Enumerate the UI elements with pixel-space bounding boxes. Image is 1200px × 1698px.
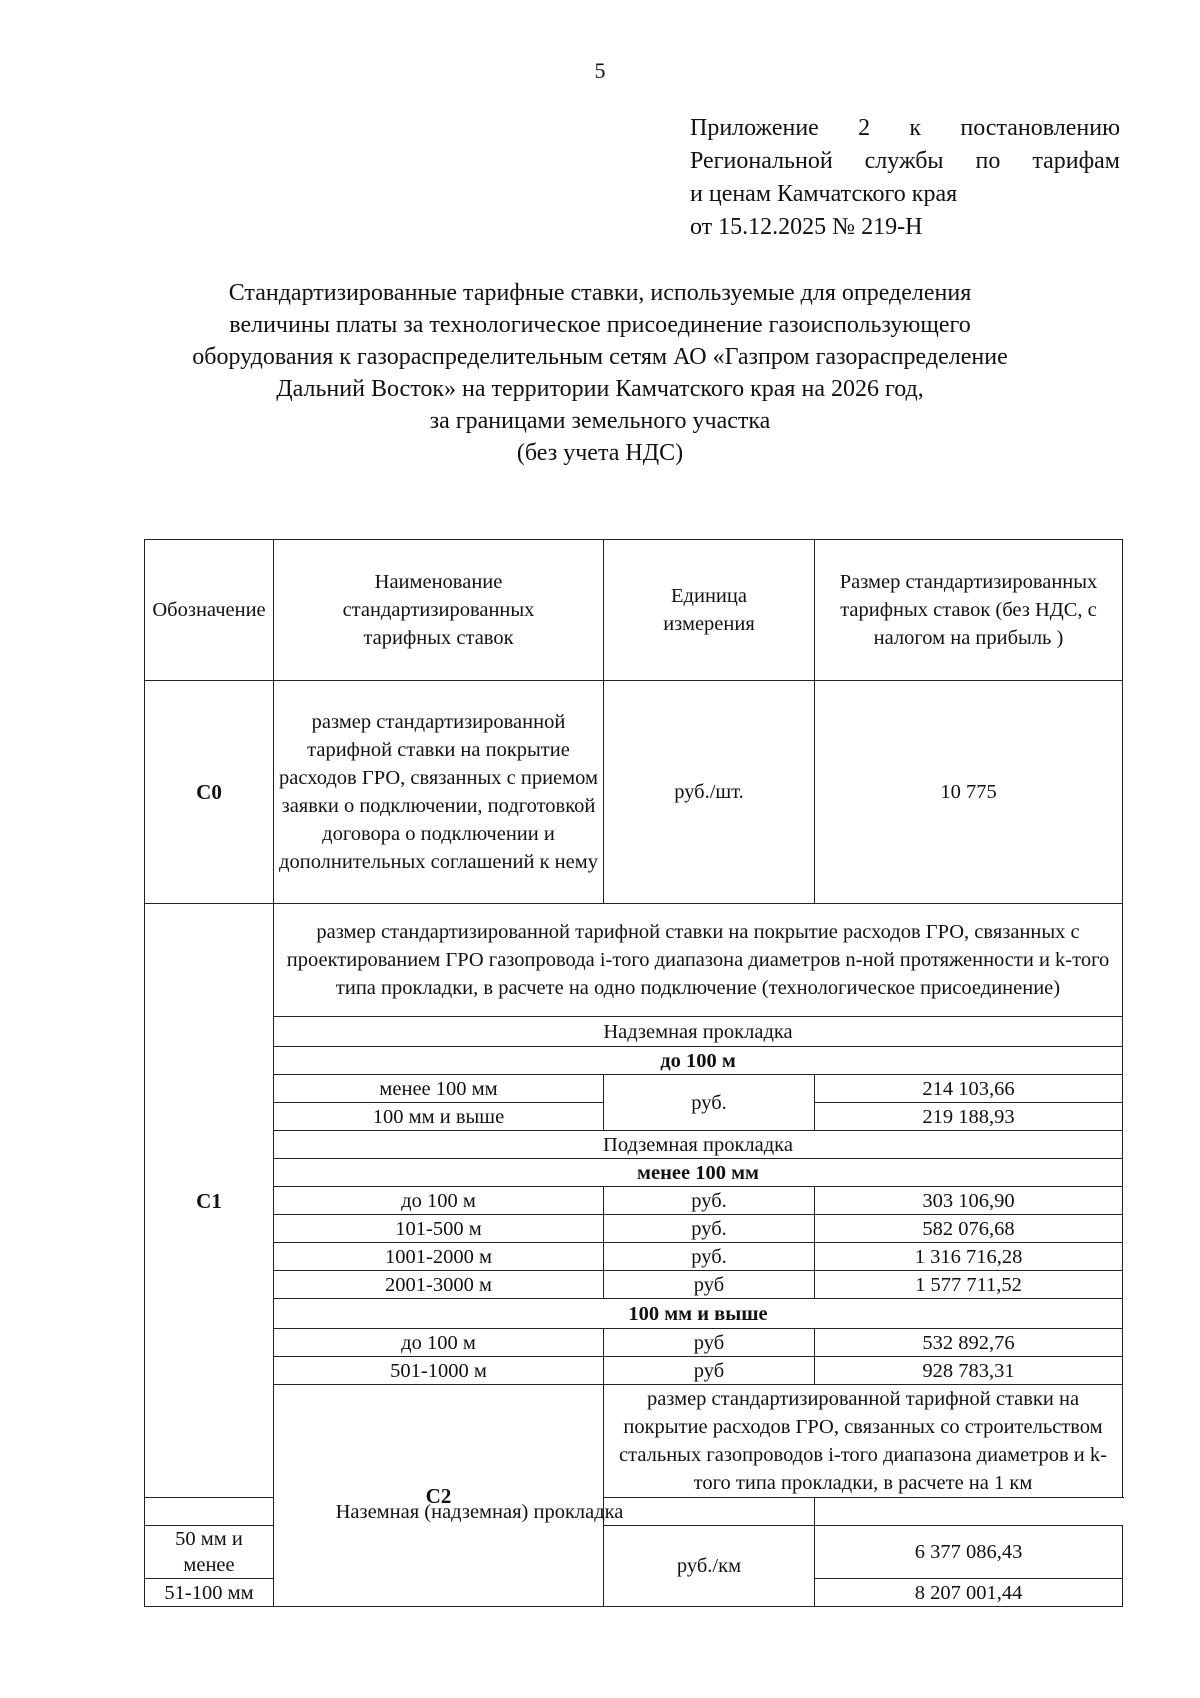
table-row (145, 1159, 1123, 1187)
code-c2: С2 (274, 1385, 604, 1607)
c1-u1-row-2-name: 101-500 м (274, 1215, 604, 1243)
c2-row-1-name: 50 мм и менее (145, 1526, 274, 1579)
c1-description: размер стандартизированной тарифной ставки на покрытие расходов ГРО, связанных с проектированием ГРО газопровода i-того диапазона диаметров n-ной протяженности и k-того типа прокладки, в расчете на одно подключение (технологическое присоединение) (274, 904, 1123, 1017)
c1-u1-row-1-unit: руб. (604, 1187, 815, 1215)
c1-u1-row-4-name: 2001-3000 м (274, 1271, 604, 1299)
table-row (145, 1047, 1123, 1075)
c1-u2-row-1-value: 532 892,76 (815, 1329, 1123, 1357)
c2-unit: руб./км (604, 1526, 815, 1607)
c1-underground-group-1-label: менее 100 мм (274, 1159, 1123, 1187)
c2-laying-label: Наземная (надземная) прокладка (145, 1498, 815, 1526)
c1-underground-label: Подземная прокладка (274, 1131, 1123, 1159)
header-unit: Единица измерения (604, 540, 815, 681)
c1-u2-row-2-unit: руб (604, 1357, 815, 1385)
table-row (145, 1075, 1123, 1103)
table-header-row (145, 540, 1123, 681)
c1-u1-row-1-value: 303 106,90 (815, 1187, 1123, 1215)
c1-overground-row-2-value: 219 188,93 (815, 1103, 1123, 1131)
table-row (145, 1131, 1123, 1159)
header-value: Размер стандартизированных тарифных ставок (без НДС, с налогом на прибыль ) (815, 540, 1123, 681)
c1-u1-row-4-unit: руб (604, 1271, 815, 1299)
c0-value: 10 775 (815, 681, 1123, 904)
title-line-4: Дальний Восток» на территории Камчатского края на 2026 год, (276, 376, 924, 402)
table-row-c2-description (145, 1385, 1123, 1498)
c1-u2-row-2-value: 928 783,31 (815, 1357, 1123, 1385)
table-row (145, 1187, 1123, 1215)
c1-overground-row-2-name: 100 мм и выше (274, 1103, 604, 1131)
c1-u1-row-1-name: до 100 м (274, 1187, 604, 1215)
header-name: Наименование стандартизированных тарифных ставок (274, 540, 604, 681)
c1-overground-label: Надземная прокладка (274, 1017, 1123, 1047)
appendix-line-3: и ценам Камчатского края (690, 181, 958, 207)
appendix-line-4: от 15.12.2025 № 219-Н (690, 214, 923, 240)
appendix-line-1: Приложение 2 к постановлению (690, 115, 1120, 141)
title-line-6: (без учета НДС) (516, 440, 684, 466)
table-row (145, 1498, 1123, 1526)
title-line-3: оборудования к газораспределительным сетям АО «Газпром газораспределение (192, 344, 1008, 370)
header-code: Обозначение (145, 540, 274, 681)
appendix-reference (690, 112, 1120, 244)
c2-description: размер стандартизированной тарифной ставки на покрытие расходов ГРО, связанных со строительством стальных газопроводов i-того диапазона диаметров и k-того типа прокладки, в расчете на 1 км (604, 1385, 1123, 1498)
table-row (145, 1017, 1123, 1047)
document-title (0, 277, 1200, 469)
title-line-1: Стандартизированные тарифные ставки, используемые для определения (228, 280, 972, 306)
c1-u1-row-2-value: 582 076,68 (815, 1215, 1123, 1243)
table-row (145, 1215, 1123, 1243)
table-row (145, 1271, 1123, 1299)
appendix-line-2: Региональной службы по тарифам (690, 148, 1120, 174)
table-row (145, 1299, 1123, 1329)
c1-overground-unit: руб. (604, 1075, 815, 1131)
c1-u1-row-2-unit: руб. (604, 1215, 815, 1243)
table-row (145, 1357, 1123, 1385)
c1-u1-row-3-unit: руб. (604, 1243, 815, 1271)
c0-unit: руб./шт. (604, 681, 815, 904)
c2-row-1-value: 6 377 086,43 (815, 1526, 1123, 1579)
c0-name: размер стандартизированной тарифной ставки на покрытие расходов ГРО, связанных с приемом заявки о подключении, подготовкой договора о подключении и дополнительных соглашений к нему (274, 681, 604, 904)
c1-overground-sub: до 100 м (274, 1047, 1123, 1075)
c1-u1-row-3-name: 1001-2000 м (274, 1243, 604, 1271)
table-row (145, 1243, 1123, 1271)
c2-row-2-name: 51-100 мм (145, 1579, 274, 1607)
tariff-table (144, 539, 1123, 1607)
table-row (145, 1329, 1123, 1357)
c1-u1-row-3-value: 1 316 716,28 (815, 1243, 1123, 1271)
c1-u2-row-2-name: 501-1000 м (274, 1357, 604, 1385)
c1-u2-row-1-name: до 100 м (274, 1329, 604, 1357)
c1-u2-row-1-unit: руб (604, 1329, 815, 1357)
title-line-5: за границами земельного участка (429, 408, 771, 434)
page-number: 5 (594, 58, 606, 83)
c1-u1-row-4-value: 1 577 711,52 (815, 1271, 1123, 1299)
title-line-2: величины платы за технологическое присоединение газоиспользующего (229, 312, 971, 338)
c1-overground-row-1-value: 214 103,66 (815, 1075, 1123, 1103)
code-c1: С1 (145, 904, 274, 1498)
table-row-c0 (145, 681, 1123, 904)
code-c0: С0 (145, 681, 274, 904)
c1-overground-row-1-name: менее 100 мм (274, 1075, 604, 1103)
table-row-c1-description (145, 904, 1123, 1017)
c2-row-2-value: 8 207 001,44 (815, 1579, 1123, 1607)
c1-underground-group-2-label: 100 мм и выше (274, 1299, 1123, 1329)
